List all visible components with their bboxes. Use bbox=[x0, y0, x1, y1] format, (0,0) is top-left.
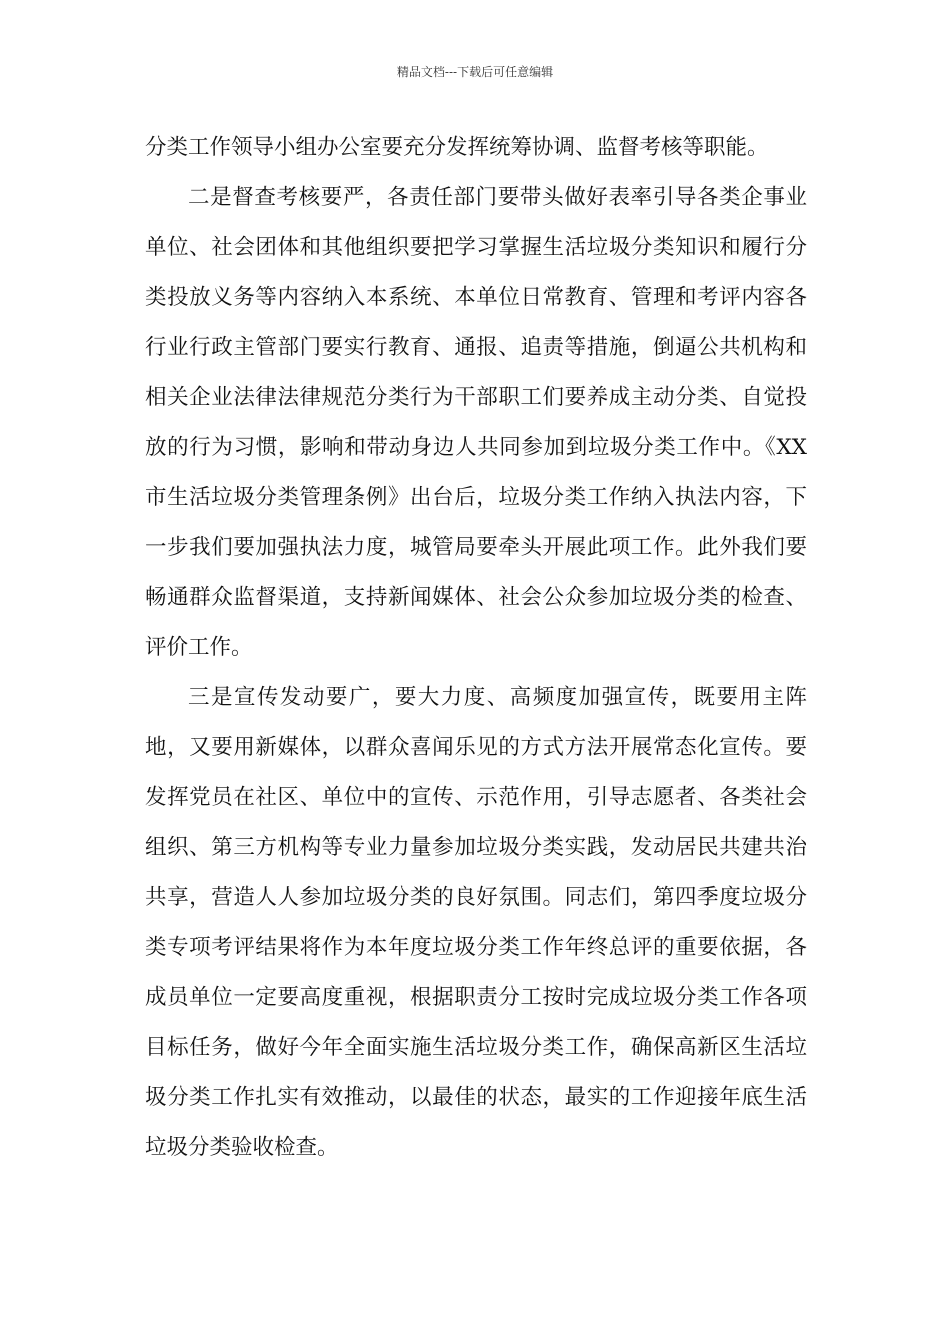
document-body bbox=[145, 123, 807, 1173]
paragraph-supervision: 二是督查考核要严，各责任部门要带头做好表率引导各类企事业单位、社会团体和其他组织要把学习掌握生活垃圾分类知识和履行分类投放义务等内容纳入本系统、本单位日常教育、管理和考评内容各行业行政主管部门要实行教育、通报、追责等措施，倒逼公共机构和相关企业法律法律规范分类行为干部职工们要养成主动分类、自觉投放的行为习惯，影响和带动身边人共同参加到垃圾分类工作中。《XX市生活垃圾分类管理条例》出台后，垃圾分类工作纳入执法内容，下一步我们要加强执法力度，城管局要牵头开展此项工作。此外我们要畅通群众监督渠道，支持新闻媒体、社会公众参加垃圾分类的检查、评价工作。 bbox=[145, 185, 807, 660]
paragraph-publicity: 三是宣传发动要广，要大力度、高频度加强宣传，既要用主阵地，又要用新媒体，以群众喜闻乐见的方式方法开展常态化宣传。要发挥党员在社区、单位中的宣传、示范作用，引导志愿者、各类社会组织、第三方机构等专业力量参加垃圾分类实践，发动居民共建共治共享，营造人人参加垃圾分类的良好氛围。同志们，第四季度垃圾分类专项考评结果将作为本年度垃圾分类工作年终总评的重要依据，各成员单位一定要高度重视，根据职责分工按时完成垃圾分类工作各项目标任务，做好今年全面实施生活垃圾分类工作，确保高新区生活垃圾分类工作扎实有效推动，以最佳的状态，最实的工作迎接年底生活垃圾分类验收检查。 bbox=[145, 685, 807, 1160]
paragraph-continued: 分类工作领导小组办公室要充分发挥统筹协调、监督考核等职能。 bbox=[145, 135, 769, 160]
page-header: 精品文档---下载后可任意编辑 bbox=[396, 65, 554, 79]
